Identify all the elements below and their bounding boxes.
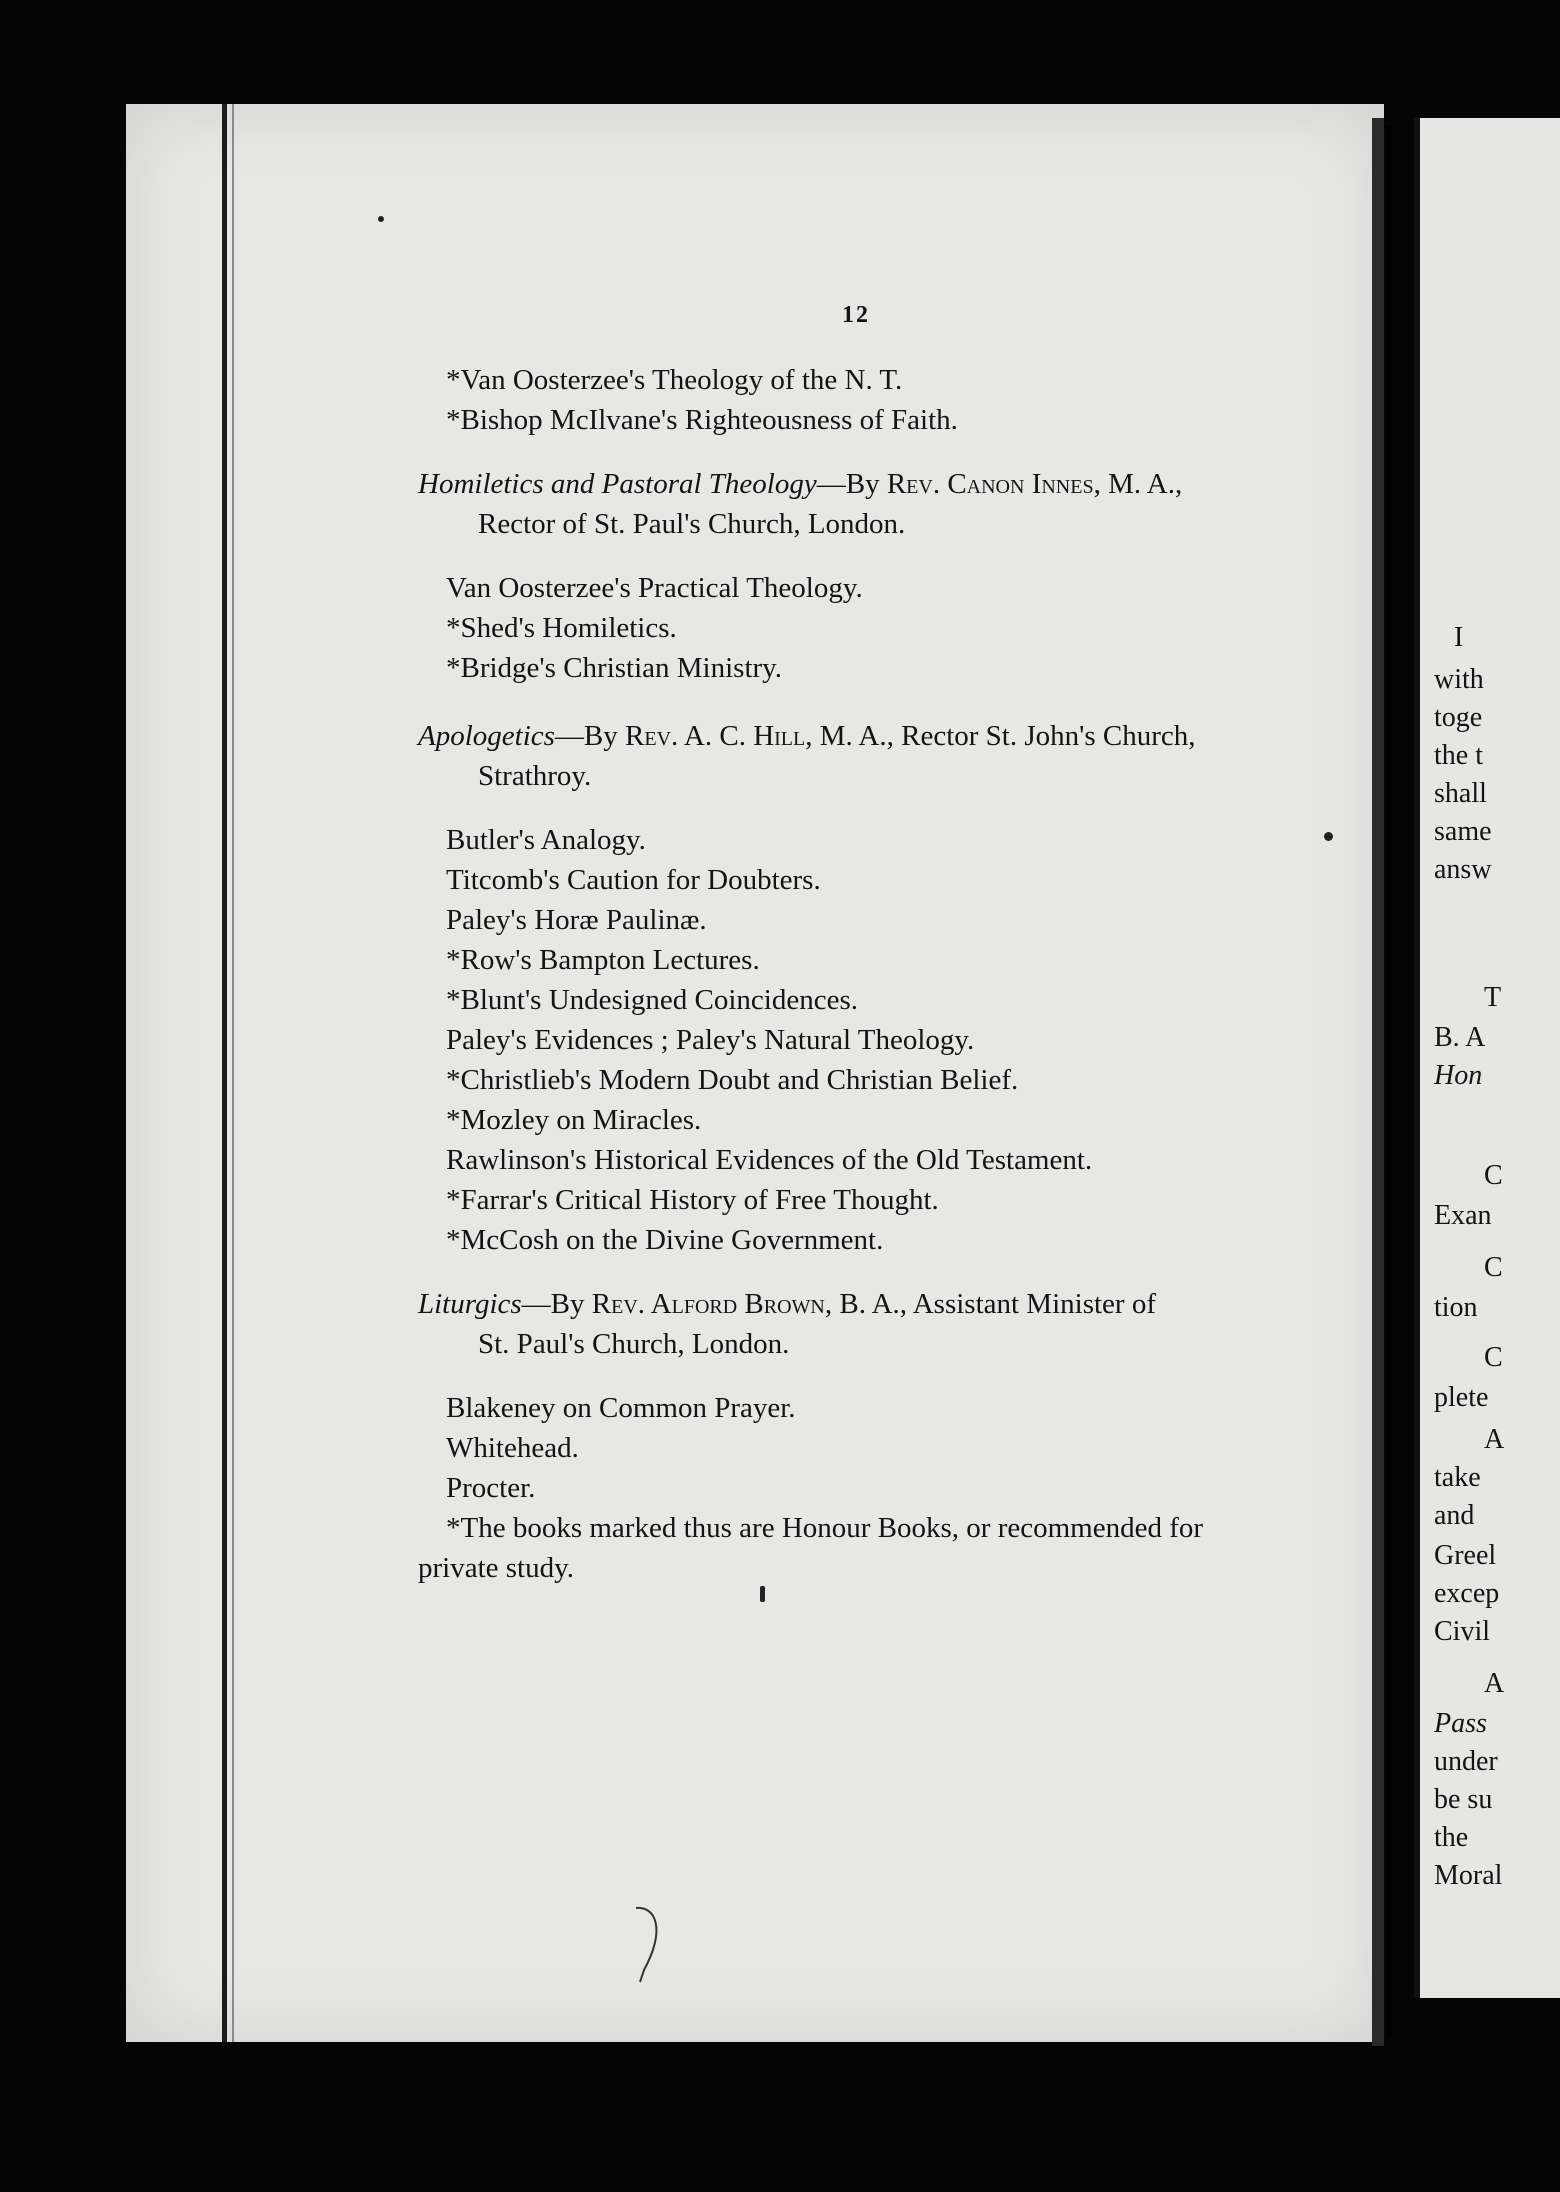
- book-entry: Titcomb's Caution for Doubters.: [446, 864, 821, 896]
- scan-speck: [1324, 832, 1333, 841]
- facing-fragment: same: [1434, 816, 1492, 847]
- facing-fragment: C: [1484, 1252, 1503, 1283]
- footnote-line-1: *The books marked thus are Honour Books, or recommended for: [446, 1512, 1204, 1544]
- section-heading-homiletics: [418, 464, 1318, 504]
- facing-fragment: toge: [1434, 702, 1483, 733]
- subject-title: Liturgics: [418, 1288, 522, 1320]
- facing-fragment: the t: [1434, 740, 1483, 771]
- lecturer-position-continued: Strathroy.: [478, 760, 592, 792]
- facing-fragment: C: [1484, 1160, 1503, 1191]
- facing-fragment: Moral: [1434, 1860, 1503, 1891]
- facing-fragment: the: [1434, 1822, 1469, 1853]
- book-entry: *Shed's Homiletics.: [446, 612, 677, 644]
- lecturer-name: Rev. Canon Innes, M. A.,: [886, 468, 1183, 500]
- facing-fragment: Hon: [1434, 1060, 1483, 1091]
- by-text: —By: [521, 1288, 585, 1320]
- book-entry: *Blunt's Undesigned Coincidences.: [446, 984, 858, 1016]
- facing-fragment: B. A: [1434, 1022, 1486, 1053]
- lecturer-name: Rev. A. C. Hill,: [625, 720, 813, 752]
- book-entry: Procter.: [446, 1472, 536, 1504]
- footnote-line-2: private study.: [418, 1552, 574, 1584]
- facing-fragment: shall: [1434, 778, 1487, 809]
- lecturer-position-continued: St. Paul's Church, London.: [478, 1328, 790, 1360]
- lecturer-position: B. A., Assistant Minister of: [839, 1288, 1156, 1320]
- facing-fragment: take: [1434, 1462, 1481, 1493]
- book-entry: *Christlieb's Modern Doubt and Christian Belief.: [446, 1064, 1019, 1096]
- book-entry: *Bishop McIlvane's Righteousness of Faith.: [446, 404, 958, 436]
- page-content: [418, 360, 1318, 1588]
- facing-fragment: A: [1484, 1668, 1505, 1699]
- page-edge: [1372, 118, 1384, 2046]
- book-entry: *Farrar's Critical History of Free Thought.: [446, 1184, 939, 1216]
- book-entry: *Row's Bampton Lectures.: [446, 944, 760, 976]
- scan-speck: [378, 216, 384, 222]
- by-text: —By: [816, 468, 880, 500]
- facing-fragment: excep: [1434, 1578, 1500, 1609]
- pencil-mark: [626, 1900, 676, 2000]
- book-entry: *McCosh on the Divine Government.: [446, 1224, 884, 1256]
- facing-fragment: Exan: [1434, 1200, 1492, 1231]
- book-entry: *Van Oosterzee's Theology of the N. T.: [446, 364, 903, 396]
- facing-fragment: C: [1484, 1342, 1503, 1373]
- facing-fragment: answ: [1434, 854, 1492, 885]
- book-entry: *Mozley on Miracles.: [446, 1104, 702, 1136]
- facing-fragment: tion: [1434, 1292, 1478, 1323]
- book-entry: Butler's Analogy.: [446, 824, 646, 856]
- book-entry: Paley's Evidences ; Paley's Natural Theology.: [446, 1024, 975, 1056]
- lecturer-position: M. A., Rector St. John's Church,: [819, 720, 1196, 752]
- subject-title: Homiletics and Pastoral Theology: [418, 468, 817, 500]
- facing-fragment: plete: [1434, 1382, 1489, 1413]
- scan-speck: [760, 1586, 765, 1602]
- book-entry: Paley's Horæ Paulinæ.: [446, 904, 707, 936]
- facing-fragment: I: [1454, 622, 1464, 653]
- facing-page: [1414, 118, 1560, 1998]
- facing-fragment: under: [1434, 1746, 1498, 1777]
- page-number: 12: [842, 302, 870, 328]
- book-entry: *Bridge's Christian Ministry.: [446, 652, 783, 684]
- book-entry: Whitehead.: [446, 1432, 579, 1464]
- facing-fragment: Pass: [1434, 1708, 1487, 1739]
- lecturer-position-continued: Rector of St. Paul's Church, London.: [478, 508, 906, 540]
- lecturer-name: Rev. Alford Brown,: [591, 1288, 833, 1320]
- book-gutter: [1386, 126, 1392, 2036]
- facing-fragment: and: [1434, 1500, 1475, 1531]
- facing-fragment: Greel: [1434, 1540, 1497, 1571]
- book-entry: Van Oosterzee's Practical Theology.: [446, 572, 863, 604]
- section-heading-apologetics: [418, 716, 1318, 756]
- book-entry: Rawlinson's Historical Evidences of the Old Testament.: [446, 1144, 1093, 1176]
- subject-title: Apologetics: [418, 720, 555, 752]
- by-text: —By: [554, 720, 618, 752]
- facing-fragment: A: [1484, 1424, 1505, 1455]
- book-entry: Blakeney on Common Prayer.: [446, 1392, 796, 1424]
- facing-fragment: with: [1434, 664, 1484, 695]
- section-heading-liturgics: [418, 1284, 1318, 1324]
- facing-fragment: be su: [1434, 1784, 1493, 1815]
- facing-fragment: Civil: [1434, 1616, 1491, 1647]
- facing-fragment: T: [1484, 982, 1502, 1013]
